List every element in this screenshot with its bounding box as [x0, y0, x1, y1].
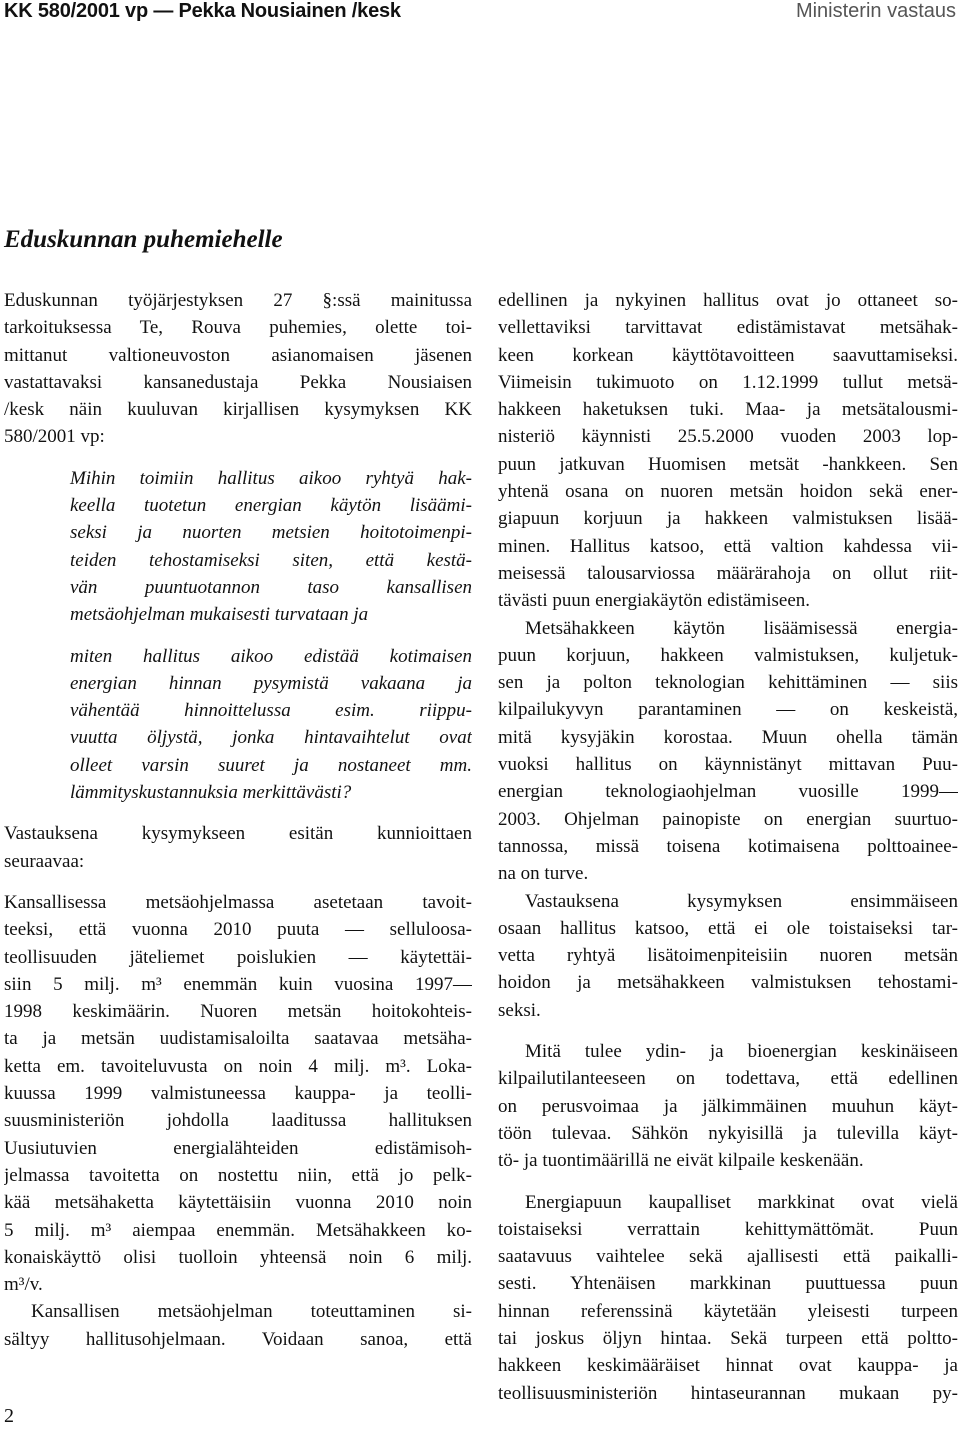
left-column — [4, 287, 472, 1353]
document-title: Eduskunnan puhemiehelle — [4, 226, 283, 253]
text-line: kilpailutilanteeseen on todettava, että edellinen — [498, 1068, 958, 1090]
text-line: Metsähakkeen käytön lisäämisessä energia- — [525, 617, 958, 639]
text-line: Uusiutuvien energialähteiden edistämisoh- — [4, 1137, 472, 1159]
text-line: minen. Hallitus katsoo, että valtion kahdessa vii- — [498, 535, 958, 557]
text-line: ta ja metsän uudistamisaloilta saatavaa metsäha- — [4, 1028, 472, 1050]
right-column — [498, 287, 958, 1407]
text-line: teollisuusministeriön hintaseurannan mukaan py- — [498, 1382, 958, 1404]
text-line: kuussa 1999 valmistuneessa kauppa- ja teolli- — [4, 1083, 472, 1105]
text-line: osaan hallitus katsoo, että ei ole toistaiseksi tar- — [498, 917, 958, 939]
question-part-1 — [4, 465, 472, 629]
question-line: vähentää hinnoittelussa esim. riippu- — [70, 700, 472, 722]
text-line: mittanut valtioneuvoston asianomaisen jäsenen — [4, 344, 472, 366]
text-line: vellettaviksi tarvittavat edistämistavat metsähak- — [498, 317, 958, 339]
text-line: tarkoituksessa Te, Rouva puhemies, olette toi- — [4, 317, 472, 339]
text-line: hakkeen haketuksen tuki. Maa- ja metsätalousmi- — [498, 399, 958, 421]
text-line: energian teknologiaohjelman vuosille 1999— — [498, 781, 958, 803]
text-line: saatavuus vaihtelee sekä ajallisesti että paikalli- — [498, 1246, 958, 1268]
text-line: edellinen ja nykyinen hallitus ovat jo ottaneet so- — [498, 290, 958, 311]
running-header-section: Ministerin vastaus — [795, 0, 956, 22]
text-line: Vastauksena kysymyksen ensimmäiseen — [525, 890, 958, 912]
text-line: vetta ryhtyä lisätoimenpiteisiin nuoren metsän — [498, 945, 958, 967]
text-line: m³/v. — [4, 1274, 43, 1296]
text-line: mitä kysyjäkin korostaa. Muun ohella tämän — [498, 726, 958, 748]
answer-paragraph-7 — [498, 1189, 958, 1407]
answer-paragraph-4 — [498, 615, 958, 888]
text-line: na on turve. — [498, 863, 589, 885]
question-line: energian hinnan pysymistä vakaana ja — [70, 672, 472, 694]
text-line: 580/2001 vp: — [4, 426, 105, 448]
text-line: Mitä tulee ydin- ja bioenergian keskinäiseen — [525, 1041, 958, 1063]
text-line: tävästi puun energiakäytön edistämiseen. — [498, 590, 811, 612]
page-number: 2 — [4, 1405, 14, 1427]
text-line: 1998 keskimäärin. Nuoren metsän hoitokohteis- — [4, 1001, 472, 1023]
text-line: puun korjuun, hakkeen valmistuksen, kuljetuk- — [498, 644, 958, 666]
text-line: teollisuuden jäteliemet poislukien — käytettäi- — [4, 946, 472, 968]
text-line: seksi. — [498, 999, 541, 1021]
question-line: seksi ja nuorten metsien hoitotoimenpi- — [70, 522, 472, 544]
text-line: 5 milj. m³ aiempaa enemmän. Metsähakkeen ko- — [4, 1219, 472, 1241]
question-line: metsäohjelman mukaisesti turvataan ja — [70, 604, 369, 626]
text-line: sesti. Yhtenäisen markkinan puuttuessa puun — [498, 1273, 958, 1295]
text-line: Kansallisessa metsäohjelmassa asetetaan tavoit- — [4, 891, 472, 913]
text-line: hakkeen keskimääräiset hinnat ovat kauppa- ja — [498, 1355, 958, 1377]
text-line: Vastauksena kysymykseen esitän kunnioittaen — [4, 823, 472, 845]
question-line: olleet varsin suuret ja nostaneet mm. — [70, 754, 472, 776]
text-line: tö- ja tuontimäärillä ne eivät kilpaile keskenään. — [498, 1150, 864, 1172]
intro-paragraph — [4, 287, 472, 451]
question-line: keella tuotetun energian käytön lisäämi- — [70, 495, 472, 517]
text-line: toistaiseksi verrattain kehittymättömät. Puun — [498, 1218, 958, 1240]
text-line: vastattavaksi kansanedustaja Pekka Nousiaisen — [4, 371, 472, 393]
text-line: sen ja polton teknologian kehittäminen — siis — [498, 672, 958, 694]
text-line: jelmassa tavoitetta on nostettu niin, että jo pelk- — [4, 1164, 472, 1186]
text-line: giapuun korjuun ja hakkeen valmistuksen lisää- — [498, 508, 958, 530]
question-line: teiden tehostamiseksi siten, että kestä- — [70, 549, 472, 571]
text-line: töön tulevaa. Sähkön nykyisillä ja tulevilla käyt- — [498, 1122, 958, 1144]
text-line: siin 5 milj. m³ enemmän kuin vuosina 1997— — [4, 973, 472, 995]
text-line: /kesk näin kuuluvan kirjallisen kysymyksen KK — [4, 399, 472, 421]
text-line: kää metsähaketta käytettäisiin vuonna 2010 noin — [4, 1192, 472, 1214]
text-line: teeksi, että vuonna 2010 puuta — selluloosa- — [4, 919, 472, 941]
answer-paragraph-3 — [498, 287, 958, 615]
text-line: seuraavaa: — [4, 850, 85, 872]
answer-paragraph-2 — [4, 1298, 472, 1353]
answer-paragraph-1 — [4, 889, 472, 1298]
text-line: sältyy hallitusohjelmaan. Voidaan sanoa, että — [4, 1328, 472, 1350]
text-line: keen korkean käyttötavoitteen saavuttamiseksi. — [498, 344, 958, 366]
question-line: lämmityskustannuksia merkittävästi? — [70, 782, 352, 804]
answer-intro — [4, 820, 472, 875]
text-line: yhtenä osana on nuoren metsän hoidon sekä ener- — [498, 481, 958, 503]
text-line: vuoksi hallitus on käynnistänyt mittavan Puu- — [498, 754, 958, 776]
text-line: on perusvoimaa ja jälkimmäinen muuhun käyt- — [498, 1095, 958, 1117]
text-line: konaiskäyttö olisi tuolloin yhteensä noin 6 milj. — [4, 1246, 472, 1268]
text-line: suusministeriön johdolla laaditussa hallituksen — [4, 1110, 472, 1132]
text-line: Kansallisen metsäohjelman toteuttaminen si- — [31, 1301, 472, 1323]
text-line: hoidon ja metsähakkeen valmistuksen tehostami- — [498, 972, 958, 994]
text-line: tai joskus öljyn hintaa. Sekä turpeen että poltto- — [498, 1327, 958, 1349]
text-line: meisessä talousarviossa määrärahoja on ollut riit- — [498, 562, 958, 584]
question-line: Mihin toimiin hallitus aikoo ryhtyä hak- — [70, 467, 472, 489]
text-line: Energiapuun kaupalliset markkinat ovat vielä — [525, 1191, 958, 1213]
question-line: miten hallitus aikoo edistää kotimaisen — [70, 645, 472, 667]
answer-paragraph-5 — [498, 888, 958, 1024]
question-line: vän puuntuotannon taso kansallisen — [70, 576, 472, 598]
answer-paragraph-6 — [498, 1038, 958, 1174]
question-line: vuutta öljystä, jonka hintavaihtelut ovat — [70, 727, 472, 749]
question-part-2 — [4, 643, 472, 807]
text-line: ketta em. tavoiteluvusta on noin 4 milj. m³. Loka- — [4, 1055, 472, 1077]
text-line: Eduskunnan työjärjestyksen 27 §:ssä mainitussa — [4, 290, 472, 311]
text-line: 2003. Ohjelman painopiste on energian suurtuo- — [498, 808, 958, 830]
text-line: hinnan referenssinä käytetään yleisesti turpeen — [498, 1300, 958, 1322]
text-line: kilpailukyvyn parantaminen — on keskeistä, — [498, 699, 958, 721]
text-line: tannossa, missä toisena kotimaisena polttoainee- — [498, 835, 958, 857]
text-line: nisteriö käynnisti 25.5.2000 vuoden 2003 lop- — [498, 426, 958, 448]
text-line: puun jatkuvan Huomisen metsät -hankkeen. Sen — [498, 453, 958, 475]
text-line: Viimeisin tukimuoto on 1.12.1999 tullut metsä- — [498, 371, 958, 393]
running-header-title: KK 580/2001 vp — Pekka Nousiainen /kesk — [4, 0, 401, 22]
